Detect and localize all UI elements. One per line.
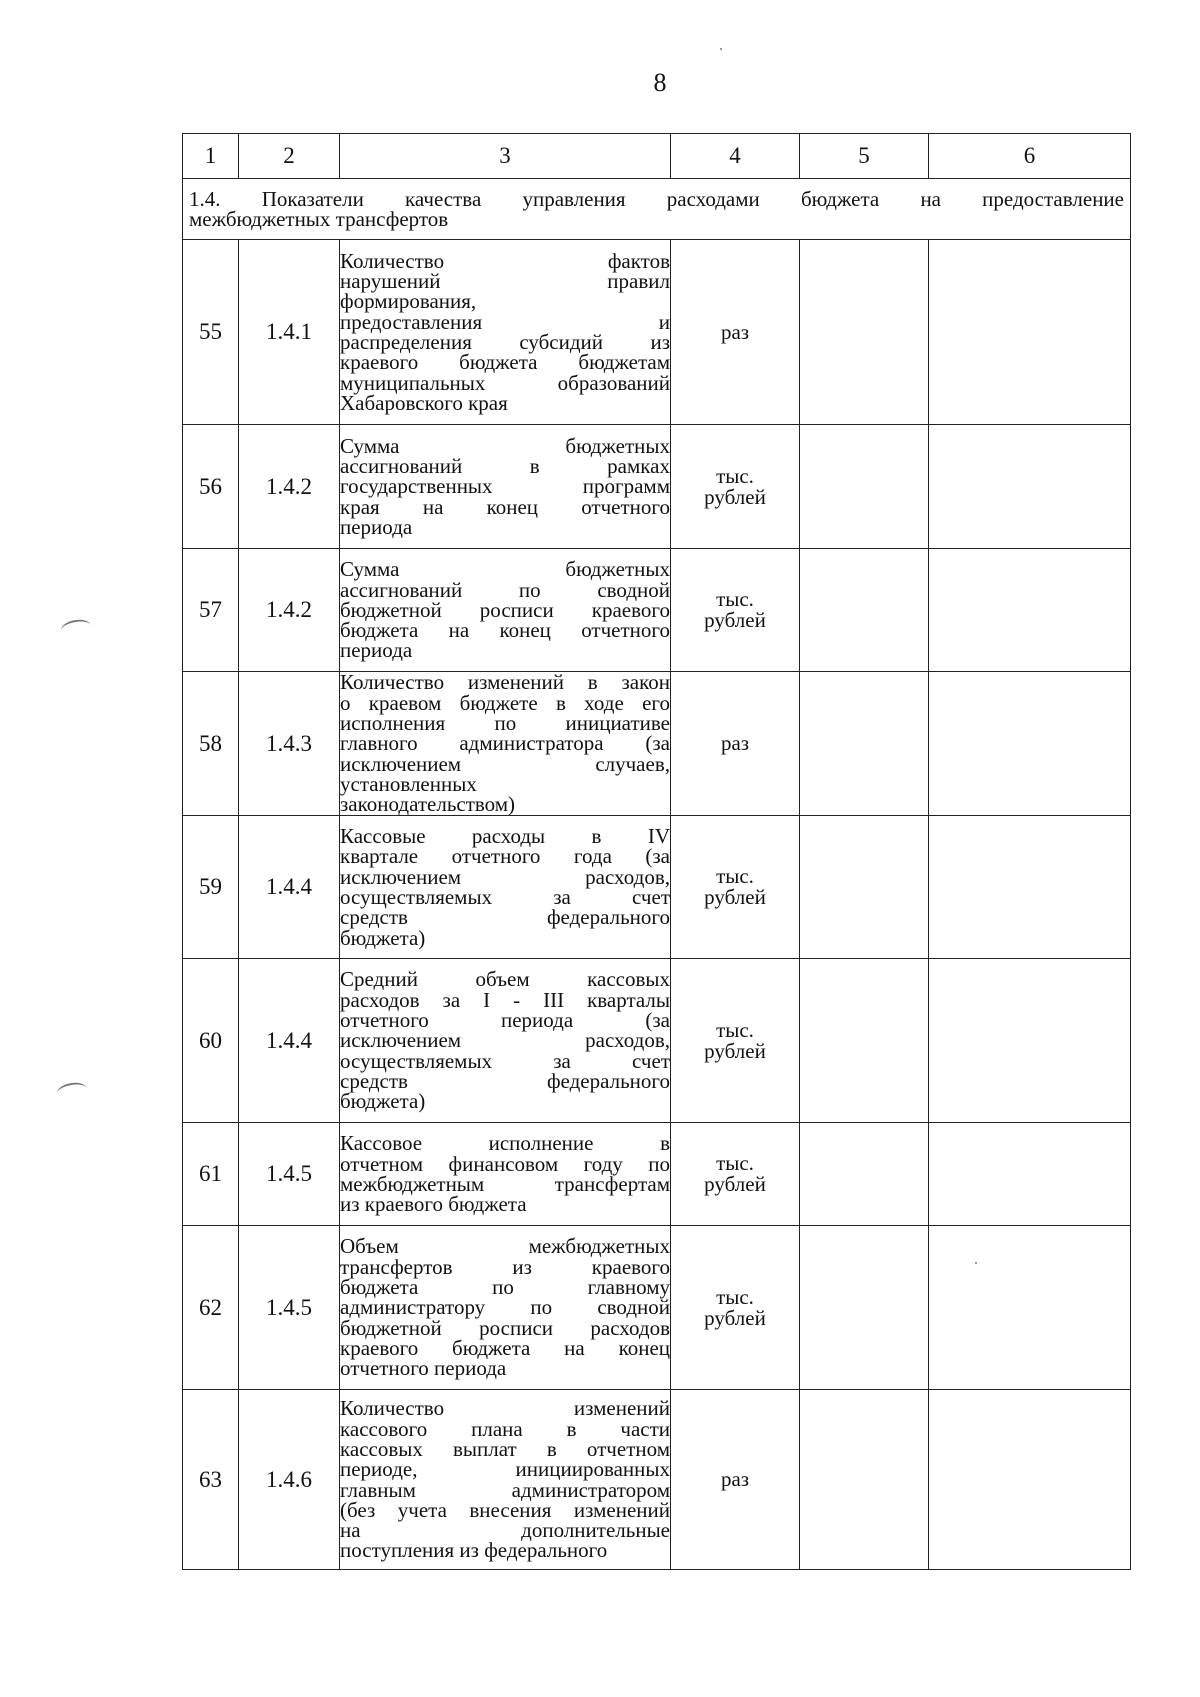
empty-cell-col5	[800, 1226, 929, 1390]
scan-artifact	[60, 618, 92, 639]
empty-cell-col6	[929, 959, 1131, 1123]
description-line: Кассовое исполнение в	[340, 1131, 670, 1156]
column-header: 6	[929, 134, 1131, 179]
unit-of-measure	[671, 549, 800, 672]
indicator-table	[182, 133, 1131, 1570]
description-line: краевого бюджета на конец	[340, 1335, 670, 1360]
unit-of-measure	[671, 1226, 800, 1390]
column-header: 3	[340, 134, 671, 179]
table-row	[183, 816, 1131, 959]
unit-line: рублей	[704, 1305, 766, 1330]
description-line: главным администратором	[340, 1477, 670, 1502]
description-line: на дополнительные	[340, 1518, 670, 1543]
table-row	[183, 959, 1131, 1123]
unit-line: рублей	[704, 1038, 766, 1063]
unit-of-measure	[671, 959, 800, 1123]
description-line: государственных программ	[340, 474, 670, 499]
description-line: о краевом бюджете в ходе его	[340, 690, 670, 715]
description-line: периода	[340, 638, 413, 663]
table-row	[183, 672, 1131, 816]
row-number: 59	[183, 816, 239, 959]
column-number-row	[183, 134, 1131, 179]
unit-of-measure	[671, 672, 800, 816]
scan-artifact	[56, 1081, 88, 1102]
indicator-code: 1.4.6	[239, 1390, 340, 1570]
unit-line: раз	[720, 731, 750, 755]
page-number: 8	[653, 68, 667, 97]
unit-of-measure	[671, 816, 800, 959]
description-line: Кассовые расходы в IV	[340, 824, 670, 849]
description-line: периода	[340, 514, 413, 539]
indicator-code: 1.4.4	[239, 959, 340, 1123]
description-line: кассового плана в части	[340, 1416, 670, 1441]
description-line: распределения субсидий из	[340, 330, 670, 354]
description-line: Количество изменений в закон	[340, 670, 670, 695]
unit-line: рублей	[704, 484, 766, 509]
unit-line: тыс.	[716, 864, 754, 888]
indicator-description	[340, 1226, 671, 1390]
description-line: из краевого бюджета	[340, 1192, 527, 1217]
description-line: администратору по сводной	[340, 1295, 670, 1320]
description-line: (без учета внесения изменений	[340, 1497, 670, 1522]
unit-line: тыс.	[716, 1151, 754, 1175]
table-row	[183, 549, 1131, 672]
table-row	[183, 1123, 1131, 1226]
description-line: периоде, инициированных	[340, 1457, 670, 1482]
section-heading	[183, 189, 1130, 229]
indicator-code: 1.4.2	[239, 425, 340, 549]
description-line: Сумма бюджетных	[340, 433, 670, 458]
empty-cell-col6	[929, 1226, 1131, 1390]
description-line: расходов за I - III кварталы	[340, 987, 670, 1012]
empty-cell-col6	[929, 240, 1131, 425]
unit-of-measure	[671, 1123, 800, 1226]
row-number: 55	[183, 240, 239, 425]
row-number: 58	[183, 672, 239, 816]
description-line: бюджета)	[340, 1089, 426, 1114]
column-header: 2	[239, 134, 340, 179]
description-line: межбюджетным трансфертам	[340, 1172, 670, 1196]
description-line: осуществляемых за счет	[340, 1048, 670, 1073]
description-line: исполнения по инициативе	[340, 711, 670, 736]
empty-cell-col6	[929, 672, 1131, 816]
empty-cell-col5	[800, 240, 929, 425]
unit-of-measure	[671, 1390, 800, 1570]
indicator-description	[340, 816, 671, 959]
scan-speck	[720, 48, 722, 50]
empty-cell-col6	[929, 816, 1131, 959]
unit-line: тыс.	[716, 1284, 754, 1309]
empty-cell-col5	[800, 672, 929, 816]
description-line: бюджетной росписи краевого	[340, 597, 670, 622]
empty-cell-col5	[800, 425, 929, 549]
empty-cell-col5	[800, 549, 929, 672]
unit-line: тыс.	[716, 587, 754, 611]
description-line: средств федерального	[340, 1068, 670, 1093]
indicator-description	[340, 425, 671, 549]
row-number: 62	[183, 1226, 239, 1390]
description-line: установленных	[340, 771, 477, 796]
description-line: главного администратора (за	[340, 731, 670, 756]
indicator-code: 1.4.3	[239, 672, 340, 816]
table-row	[183, 240, 1131, 425]
section-heading-line: межбюджетных трансфертов	[189, 207, 449, 231]
row-number: 56	[183, 425, 239, 549]
empty-cell-col6	[929, 549, 1131, 672]
empty-cell-col5	[800, 816, 929, 959]
column-header: 1	[183, 134, 239, 179]
unit-line: рублей	[704, 885, 766, 909]
unit-line: тыс.	[716, 463, 754, 488]
description-line: бюджета по главному	[340, 1275, 670, 1300]
description-line: муниципальных образований	[340, 370, 670, 395]
table-row	[183, 1226, 1131, 1390]
description-line: отчетного периода (за	[340, 1008, 670, 1033]
description-line: краевого бюджета бюджетам	[340, 350, 670, 375]
empty-cell-col6	[929, 425, 1131, 549]
description-line: исключением расходов,	[340, 1028, 670, 1053]
description-line: квартале отчетного года (за	[340, 844, 670, 869]
description-line: трансфертов из краевого	[340, 1254, 670, 1279]
description-line: нарушений правил	[340, 269, 670, 294]
description-line: поступления из федерального	[340, 1538, 608, 1563]
unit-line: раз	[720, 319, 750, 344]
description-line: кассовых выплат в отчетном	[340, 1436, 670, 1461]
description-line: средств федерального	[340, 905, 670, 930]
indicator-description	[340, 1390, 671, 1570]
description-line: отчетного периода	[340, 1356, 507, 1381]
unit-of-measure	[671, 240, 800, 425]
indicator-description	[340, 549, 671, 672]
indicator-code: 1.4.4	[239, 816, 340, 959]
description-line: бюджета на конец отчетного	[340, 618, 670, 643]
empty-cell-col5	[800, 959, 929, 1123]
indicator-description	[340, 240, 671, 425]
section-heading-line: 1.4. Показатели качества управления расходами бюджета на предоставление	[189, 187, 1124, 211]
table-row	[183, 1390, 1131, 1570]
description-line: Хабаровского края	[340, 390, 508, 415]
empty-cell-col6	[929, 1390, 1131, 1570]
description-line: отчетном финансовом году по	[340, 1151, 670, 1176]
table-row	[183, 425, 1131, 549]
description-line: предоставления и	[340, 309, 670, 334]
row-number: 63	[183, 1390, 239, 1570]
indicator-description	[340, 1123, 671, 1226]
empty-cell-col5	[800, 1390, 929, 1570]
row-number: 60	[183, 959, 239, 1123]
description-line: бюджетной росписи расходов	[340, 1315, 670, 1340]
unit-of-measure	[671, 425, 800, 549]
unit-line: раз	[720, 1467, 750, 1491]
indicator-code: 1.4.1	[239, 240, 340, 425]
description-line: ассигнований по сводной	[340, 577, 670, 602]
description-line: Количество фактов	[340, 248, 670, 273]
unit-line: тыс.	[716, 1017, 754, 1042]
indicator-description	[340, 959, 671, 1123]
description-line: формирования,	[340, 289, 477, 314]
unit-line: рублей	[704, 608, 766, 632]
description-line: бюджета)	[340, 925, 426, 950]
section-heading-row	[183, 179, 1131, 240]
description-line: исключением случаев,	[340, 751, 670, 776]
description-line: Объем межбюджетных	[340, 1234, 670, 1259]
column-header: 4	[671, 134, 800, 179]
empty-cell-col6	[929, 1123, 1131, 1226]
description-line: ассигнований в рамках	[340, 454, 670, 479]
empty-cell-col5	[800, 1123, 929, 1226]
indicator-code: 1.4.2	[239, 549, 340, 672]
description-line: Средний объем кассовых	[340, 967, 670, 992]
indicator-description	[340, 672, 671, 816]
description-line: края на конец отчетного	[340, 494, 670, 519]
column-header: 5	[800, 134, 929, 179]
indicator-code: 1.4.5	[239, 1226, 340, 1390]
description-line: законодательством)	[340, 792, 516, 817]
unit-line: рублей	[704, 1172, 766, 1196]
description-line: Сумма бюджетных	[340, 557, 670, 582]
row-number: 57	[183, 549, 239, 672]
description-line: осуществляемых за счет	[340, 885, 670, 909]
indicator-code: 1.4.5	[239, 1123, 340, 1226]
row-number: 61	[183, 1123, 239, 1226]
description-line: исключением расходов,	[340, 864, 670, 889]
description-line: Количество изменений	[340, 1396, 670, 1421]
